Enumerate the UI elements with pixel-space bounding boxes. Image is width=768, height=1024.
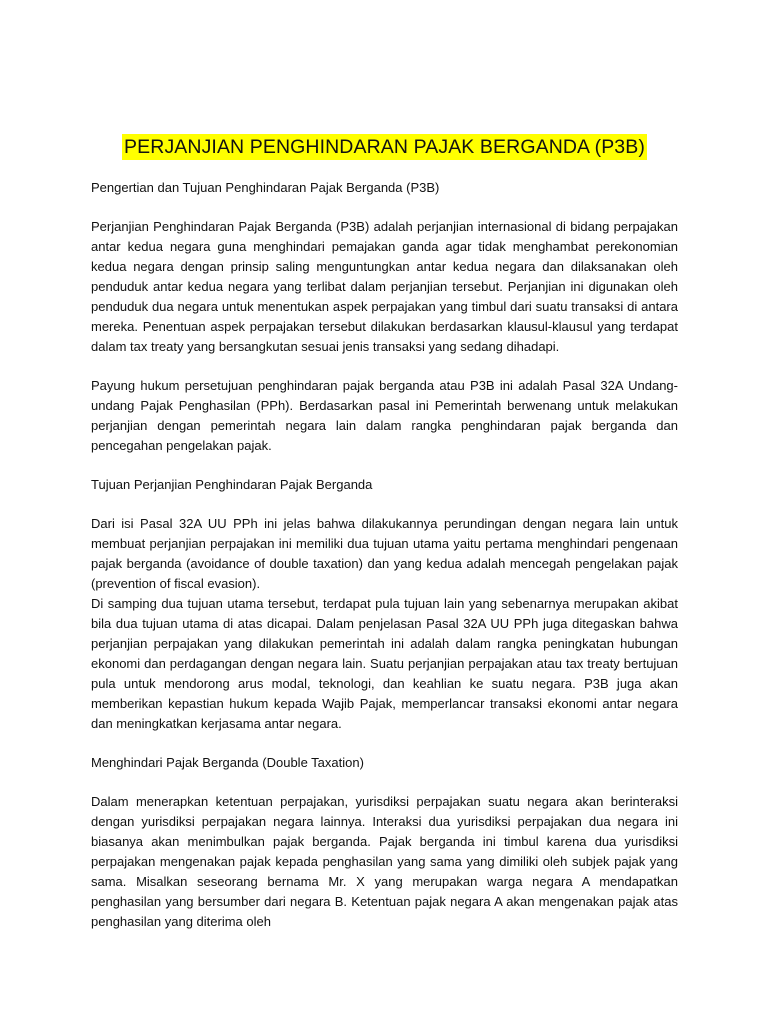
section-heading-tujuan: Tujuan Perjanjian Penghindaran Pajak Berganda bbox=[91, 477, 373, 492]
paragraph-definition: Perjanjian Penghindaran Pajak Berganda (P3B) adalah perjanjian internasional di bidang perpajakan antar kedua negara guna menghindari pemajakan ganda agar tidak menghambat perekonomian kedua negara dengan prinsip saling menguntungkan antar kedua negara dan dilaksanakan oleh penduduk antar kedua negara yang terlibat dalam perjanjian tersebut. Perjanjian ini digunakan oleh penduduk dua negara untuk menentukan aspek perpajakan yang timbul dari suatu transaksi di antara mereka. Penentuan aspek perpajakan tersebut dilakukan berdasarkan klausul-klausul yang terdapat dalam tax treaty yang bersangkutan sesuai jenis transaksi yang sedang dihadapi. bbox=[91, 219, 678, 354]
paragraph-double-taxation: Dalam menerapkan ketentuan perpajakan, yurisdiksi perpajakan suatu negara akan berinteraksi dengan yurisdiksi perpajakan negara lainnya. Interaksi dua yurisdiksi perpajakan dua negara ini biasanya akan menimbulkan pajak berganda. Pajak berganda ini timbul karena dua yurisdiksi perpajakan mengenakan pajak kepada penghasilan yang sama yang dimiliki oleh subjek pajak yang sama. Misalkan seseorang bernama Mr. X yang merupakan warga negara A mendapatkan penghasilan yang bersumber dari negara B. Ketentuan pajak negara A akan mengenakan pajak atas penghasilan yang diterima oleh bbox=[91, 794, 678, 929]
section-heading-double-taxation: Menghindari Pajak Berganda (Double Taxation) bbox=[91, 755, 364, 770]
title-wrap bbox=[91, 134, 678, 160]
paragraph-other-purposes: Di samping dua tujuan utama tersebut, terdapat pula tujuan lain yang sebenarnya merupakan akibat bila dua tujuan utama di atas dicapai. Dalam penjelasan Pasal 32A UU PPh juga ditegaskan bahwa perjanjian perpajakan yang dilakukan pemerintah ini adalah dalam rangka peningkatan hubungan ekonomi dan perdagangan dengan negara lain. Suatu perjanjian perpajakan atau tax treaty bertujuan pula untuk mendorong arus modal, teknologi, dan keahlian ke suatu negara. P3B juga akan memberikan kepastian hukum kepada Wajib Pajak, memperlancar transaksi ekonomi antar negara dan meningkatkan kerjasama antar negara. bbox=[91, 596, 678, 731]
document-title: PERJANJIAN PENGHINDARAN PAJAK BERGANDA (P3B) bbox=[124, 136, 645, 158]
paragraph-legal-basis: Payung hukum persetujuan penghindaran pajak berganda atau P3B ini adalah Pasal 32A Undang-undang Pajak Penghasilan (PPh). Berdasarkan pasal ini Pemerintah berwenang untuk melakukan perjanjian dengan pemerintah negara lain dalam rangka penghindaran pajak berganda dan pencegahan pengelakan pajak. bbox=[91, 378, 678, 453]
paragraph-main-purposes: Dari isi Pasal 32A UU PPh ini jelas bahwa dilakukannya perundingan dengan negara lain untuk membuat perjanjian perpajakan ini memiliki dua tujuan utama yaitu pertama menghindari pengenaan pajak berganda (avoidance of double taxation) dan yang kedua adalah mencegah pengelakan pajak (prevention of fiscal evasion). bbox=[91, 516, 678, 591]
paragraph-group-purpose bbox=[91, 514, 678, 734]
section-heading-pengertian: Pengertian dan Tujuan Penghindaran Pajak Berganda (P3B) bbox=[91, 180, 440, 195]
